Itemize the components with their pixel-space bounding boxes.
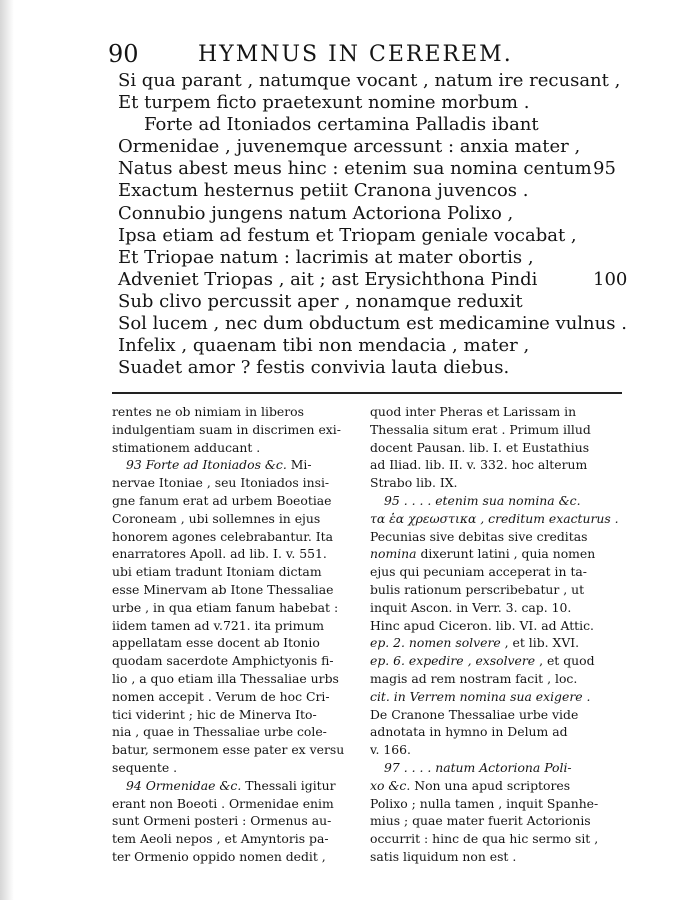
footnote-line [370, 812, 625, 830]
footnote-text: Non una apud scriptores [410, 777, 571, 793]
footnote-text: Pecunias sive debitas sive creditas [370, 528, 588, 544]
footnote-line [112, 421, 358, 439]
footnote-text: , et quod [535, 653, 595, 669]
footnote-line [112, 510, 358, 528]
page-gutter-shadow [0, 0, 14, 900]
footnote-text: Polixo ; nulla tamen , inquit Spanhe- [370, 795, 599, 811]
verse-text: Natus abest meus hinc : etenim sua nomina centum [118, 158, 592, 180]
footnote-text: magis ad rem nostram facit , loc. [370, 670, 578, 686]
footnote-line [370, 599, 625, 617]
footnote-line [370, 439, 625, 457]
footnote-line [370, 759, 625, 777]
footnote-line [370, 528, 625, 546]
footnote-line [112, 670, 358, 688]
verse-text: Adveniet Triopas , ait ; ast Erysichthona Pindi [118, 268, 538, 290]
footnote-line [370, 777, 625, 795]
footnote-lemma: 97 . . . . natum Actoriona Poli- [384, 759, 572, 775]
footnote-text: nia , quae in Thessaliae urbe cole- [112, 724, 327, 740]
verse-line [118, 269, 678, 291]
footnote-text: indulgentiam suam in discrimen exi- [112, 421, 341, 437]
footnote-line [370, 403, 625, 421]
footnote-text: Mi- [286, 457, 312, 473]
footnote-lemma: nomina [370, 546, 417, 562]
footnote-text: mius ; quae mater fuerit Actorionis [370, 813, 591, 829]
footnote-lemma: cit. in Verrem nomina sua exigere . [370, 688, 591, 704]
footnote-text: Thessalia situm erat . Primum illud [370, 421, 591, 437]
footnote-line [112, 830, 358, 848]
footnote-lemma: xo &c. [370, 777, 411, 793]
footnote-line [112, 581, 358, 599]
footnote-line [370, 581, 625, 599]
footnote-lemma: τα ἑα χρεωστικα , creditum exacturus . [370, 510, 619, 526]
footnote-line [112, 563, 358, 581]
verse-text: Forte ad Itoniados certamina Palladis ibant [144, 114, 539, 136]
footnote-line [112, 706, 358, 724]
verse-text: Sol lucem , nec dum obductum est medicamine vulnus . [118, 313, 627, 335]
verse-line [118, 357, 678, 379]
footnote-line [370, 706, 625, 724]
footnote-text: ejus qui pecuniam acceperat in ta- [370, 564, 587, 580]
footnote-text: Strabo lib. IX. [370, 475, 458, 491]
footnote-text: inquit Ascon. in Verr. 3. cap. 10. [370, 599, 572, 615]
footnote-line [112, 634, 358, 652]
footnote-line [112, 795, 358, 813]
footnote-text: tem Aeoli nepos , et Amyntoris pa- [112, 831, 329, 847]
footnote-line [112, 456, 358, 474]
footnote-line [112, 492, 358, 510]
footnote-text: quodam sacerdote Amphictyonis fi- [112, 653, 334, 669]
footnote-rule [112, 392, 622, 394]
verse-text: Si qua parant , natumque vocant , natum ire recusant , [118, 70, 621, 91]
footnote-text: gne fanum erat ad urbem Boeotiae [112, 492, 332, 508]
verse-line [118, 136, 678, 158]
footnote-line [112, 812, 358, 830]
verse-line [118, 247, 678, 269]
footnote-lemma: 95 . . . . etenim sua nomina &c. [384, 492, 581, 508]
footnote-text: ubi etiam tradunt Itoniam dictam [112, 564, 322, 580]
footnote-line [370, 670, 625, 688]
footnote-text: De Cranone Thessaliae urbe vide [370, 706, 579, 722]
footnote-text: Thessali igitur [241, 777, 336, 793]
footnotes-right-column [370, 403, 625, 866]
verse-line [118, 313, 678, 335]
footnote-line [112, 777, 358, 795]
footnote-text: quod inter Pheras et Larissam in [370, 404, 577, 419]
footnote-line [370, 492, 625, 510]
footnote-text: bulis rationum perscribebatur , ut [370, 581, 585, 597]
footnote-line [370, 830, 625, 848]
footnote-text: dixerunt latini , quia nomen [416, 546, 596, 562]
footnote-line [112, 403, 358, 421]
footnote-line [370, 652, 625, 670]
footnote-line [370, 795, 625, 813]
footnote-text: sequente . [112, 759, 178, 775]
footnote-text: appellatam esse docent ab Itonio [112, 635, 320, 651]
footnote-text: lio , a quo etiam illa Thessaliae urbs [112, 670, 339, 686]
footnote-text: rentes ne ob nimiam in liberos [112, 404, 304, 419]
verse-line [118, 92, 678, 114]
verse-line [118, 225, 678, 247]
footnote-text: v. 166. [370, 742, 411, 758]
footnote-line [112, 617, 358, 635]
footnote-text: tici viderint ; hic de Minerva Ito- [112, 706, 317, 722]
footnote-line [112, 545, 358, 563]
footnote-line [370, 688, 625, 706]
verse-text: Et Triopae natum : lacrimis at mater obortis , [118, 246, 534, 268]
footnote-text: stimationem adducant . [112, 439, 261, 455]
footnote-line [370, 723, 625, 741]
footnote-text: nervae Itoniae , seu Itoniados insi- [112, 475, 330, 491]
footnote-line [112, 759, 358, 777]
footnote-line [370, 634, 625, 652]
verse-text: Connubio jungens natum Actoriona Polixo , [118, 202, 514, 224]
verse-line [118, 158, 678, 180]
footnote-line [370, 474, 625, 492]
footnote-line [112, 528, 358, 546]
page-number: 90 [108, 40, 139, 68]
footnote-text: erant non Boeoti . Ormenidae enim [112, 795, 334, 811]
verse-line [118, 70, 678, 92]
footnote-text: honorem agones celebrabantur. Ita [112, 528, 333, 544]
line-number: 100 [593, 268, 628, 290]
footnote-text: Hinc apud Ciceron. lib. VI. ad Attic. [370, 617, 594, 633]
footnote-lemma: 93 Forte ad Itoniados &c. [126, 457, 287, 473]
verse-line [118, 335, 678, 357]
footnote-line [112, 723, 358, 741]
footnote-text: adnotata in hymno in Delum ad [370, 724, 568, 740]
verse-text: Et turpem ficto praetexunt nomine morbum . [118, 92, 530, 114]
footnote-line [370, 510, 625, 528]
verse-text: Suadet amor ? festis convivia lauta diebus. [118, 357, 510, 379]
footnote-text: ad Iliad. lib. II. v. 332. hoc alterum [370, 457, 588, 473]
footnote-line [112, 474, 358, 492]
line-number: 95 [593, 158, 616, 180]
footnote-line [370, 545, 625, 563]
footnote-text: Coroneam , ubi sollemnes in ejus [112, 510, 321, 526]
running-title: HYMNUS IN CEREREM. [198, 42, 513, 67]
footnote-line [370, 563, 625, 581]
footnote-lemma: ep. 6. expedire , exsolvere [370, 653, 536, 669]
verse-line [118, 203, 678, 225]
verse-line [118, 180, 678, 202]
footnote-line [112, 848, 358, 866]
verse-line [118, 291, 678, 313]
footnote-line [112, 599, 358, 617]
footnote-text: enarratores Apoll. ad lib. I. v. 551. [112, 546, 327, 562]
footnote-line [370, 848, 625, 866]
footnote-line [112, 688, 358, 706]
footnote-line [370, 421, 625, 439]
footnotes-left-column [112, 403, 358, 866]
footnote-line [370, 456, 625, 474]
page-header [108, 40, 608, 72]
verse-text: Sub clivo percussit aper , nonamque reduxit [118, 290, 523, 312]
footnote-text: batur, sermonem esse pater ex versu [112, 742, 345, 758]
verse-text: Exactum hesternus petiit Cranona juvencos . [118, 180, 529, 202]
footnote-text: occurrit : hinc de qua hic sermo sit , [370, 831, 599, 847]
footnote-text: satis liquidum non est . [370, 848, 517, 864]
verse-line [118, 114, 678, 136]
footnote-text: iidem tamen ad v.721. ita primum [112, 617, 325, 633]
footnote-text: nomen accepit . Verum de hoc Cri- [112, 688, 330, 704]
footnote-text: , et lib. XVI. [500, 635, 580, 651]
footnote-line [112, 439, 358, 457]
footnote-lemma: 94 Ormenidae &c. [126, 777, 242, 793]
verse-text: Ormenidae , juvenemque arcessunt : anxia mater , [118, 136, 581, 158]
verse-block [118, 70, 678, 379]
footnote-lemma: ep. 2. nomen solvere [370, 635, 501, 651]
footnote-text: urbe , in qua etiam fanum habebat : [112, 599, 339, 615]
footnote-line [112, 741, 358, 759]
verse-text: Ipsa etiam ad festum et Triopam geniale vocabat , [118, 224, 577, 246]
footnote-line [370, 617, 625, 635]
footnote-text: docent Pausan. lib. I. et Eustathius [370, 439, 590, 455]
footnote-line [370, 741, 625, 759]
footnote-text: sunt Ormeni posteri : Ormenus au- [112, 813, 332, 829]
footnote-line [112, 652, 358, 670]
footnote-text: ter Ormenio oppido nomen dedit , [112, 848, 326, 864]
verse-text: Infelix , quaenam tibi non mendacia , mater , [118, 335, 530, 357]
footnote-text: esse Minervam ab Itone Thessaliae [112, 581, 334, 597]
